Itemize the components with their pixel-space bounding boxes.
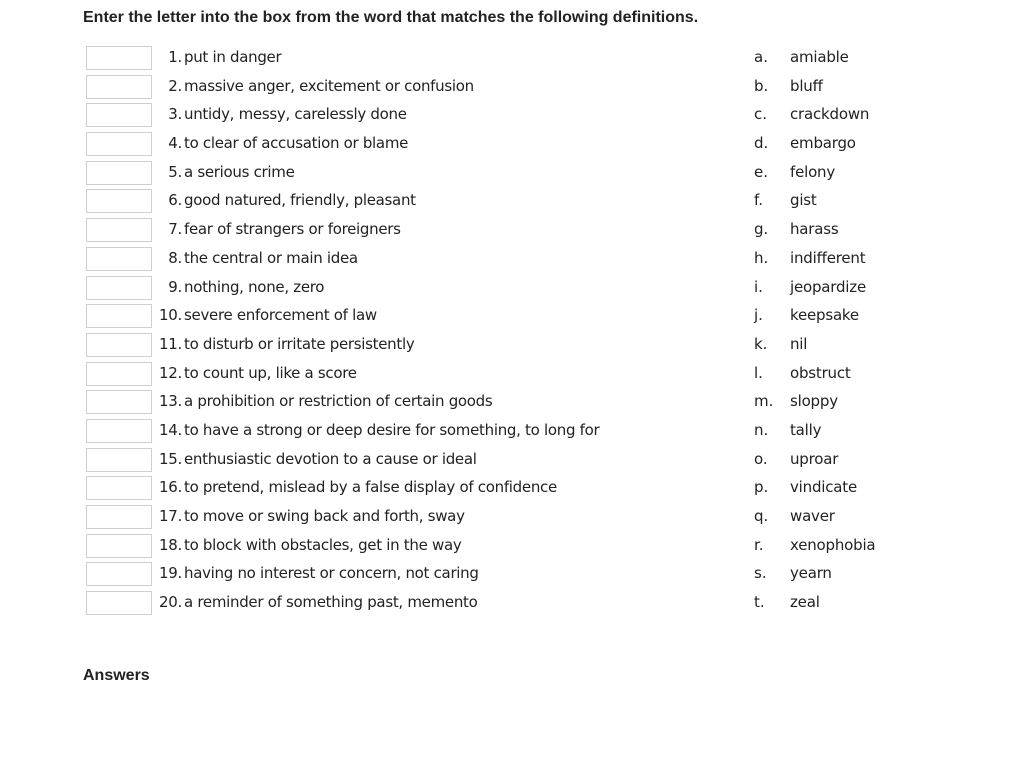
option-word: amiable: [790, 48, 849, 66]
question-number: 20.: [159, 593, 182, 612]
question-row: [0, 130, 1024, 159]
question-row: [0, 216, 1024, 245]
question-row: [0, 245, 1024, 274]
option-letter: q.: [754, 507, 769, 525]
option-word: harass: [790, 220, 839, 239]
definition-text: put in danger: [184, 48, 282, 66]
option-word: gist: [790, 191, 817, 210]
definition-text: nothing, none, zero: [184, 277, 325, 296]
answer-input-2[interactable]: [86, 75, 152, 99]
matching-list: [0, 44, 1024, 618]
definition-text: good natured, friendly, pleasant: [184, 191, 416, 210]
option-letter: e.: [754, 162, 768, 181]
answer-input-20[interactable]: [86, 591, 152, 615]
question-row: [0, 101, 1024, 130]
question-number: 9.: [168, 277, 182, 296]
question-row: [0, 503, 1024, 532]
option-word: nil: [790, 334, 808, 353]
question-row: [0, 159, 1024, 188]
question-number: 18.: [159, 535, 182, 554]
option-word: indifferent: [790, 248, 866, 267]
question-number: 5.: [168, 162, 182, 181]
option-word: bluff: [790, 76, 823, 95]
answers-link[interactable]: Answers: [83, 667, 150, 684]
answer-input-4[interactable]: [86, 132, 152, 156]
question-row: [0, 532, 1024, 561]
option-word: jeopardize: [790, 277, 866, 296]
option-letter: c.: [754, 105, 768, 124]
option-letter: l.: [754, 363, 763, 382]
option-letter: k.: [754, 334, 768, 353]
option-word: yearn: [790, 564, 832, 583]
answer-input-8[interactable]: [86, 247, 152, 271]
definition-text: to count up, like a score: [184, 363, 357, 382]
option-letter: h.: [754, 248, 769, 267]
question-number: 19.: [159, 564, 182, 583]
option-letter: s.: [754, 564, 767, 583]
question-number: 12.: [159, 363, 182, 382]
answer-input-18[interactable]: [86, 534, 152, 558]
option-letter: b.: [754, 76, 769, 95]
question-number: 8.: [168, 248, 182, 267]
answer-input-11[interactable]: [86, 333, 152, 357]
definition-text: fear of strangers or foreigners: [184, 220, 401, 239]
answer-input-16[interactable]: [86, 476, 152, 500]
question-number: 13.: [159, 392, 182, 411]
answer-input-6[interactable]: [86, 189, 152, 213]
page-title: Enter the letter into the box from the word that matches the following definitions.: [83, 9, 699, 26]
question-row: [0, 589, 1024, 618]
option-letter: t.: [754, 593, 765, 612]
option-letter: i.: [754, 277, 763, 296]
definition-text: to block with obstacles, get in the way: [184, 535, 462, 554]
definition-text: a prohibition or restriction of certain goods: [184, 392, 493, 411]
option-letter: f.: [754, 191, 763, 210]
answer-input-19[interactable]: [86, 562, 152, 586]
option-letter: a.: [754, 48, 768, 66]
question-row: [0, 187, 1024, 216]
question-number: 14.: [159, 420, 182, 439]
answer-input-13[interactable]: [86, 390, 152, 414]
answer-input-12[interactable]: [86, 362, 152, 386]
option-letter: j.: [754, 306, 763, 325]
definition-text: to pretend, mislead by a false display of confidence: [184, 478, 557, 497]
definition-text: to disturb or irritate persistently: [184, 334, 415, 353]
option-word: felony: [790, 162, 836, 181]
answer-input-7[interactable]: [86, 218, 152, 242]
question-number: 11.: [159, 334, 182, 353]
option-word: waver: [790, 507, 835, 525]
definition-text: enthusiastic devotion to a cause or ideal: [184, 449, 477, 468]
question-row: [0, 560, 1024, 589]
option-word: sloppy: [790, 392, 838, 411]
question-number: 15.: [159, 449, 182, 468]
question-number: 10.: [159, 306, 182, 325]
question-row: [0, 274, 1024, 303]
question-number: 6.: [168, 191, 182, 210]
definition-text: a serious crime: [184, 162, 295, 181]
question-number: 2.: [168, 76, 182, 95]
question-number: 17.: [159, 507, 182, 525]
answer-input-3[interactable]: [86, 103, 152, 127]
question-row: [0, 388, 1024, 417]
question-number: 16.: [159, 478, 182, 497]
option-letter: d.: [754, 134, 769, 153]
answer-input-1[interactable]: [86, 46, 152, 70]
definition-text: to clear of accusation or blame: [184, 134, 409, 153]
question-row: [0, 474, 1024, 503]
option-word: obstruct: [790, 363, 851, 382]
definition-text: to move or swing back and forth, sway: [184, 507, 465, 525]
question-row: [0, 302, 1024, 331]
option-letter: n.: [754, 420, 769, 439]
option-word: vindicate: [790, 478, 857, 497]
question-row: [0, 331, 1024, 360]
answer-input-14[interactable]: [86, 419, 152, 443]
question-number: 4.: [168, 134, 182, 153]
question-number: 7.: [168, 220, 182, 239]
option-letter: r.: [754, 535, 764, 554]
question-row: [0, 417, 1024, 446]
answer-input-5[interactable]: [86, 161, 152, 185]
definition-text: massive anger, excitement or confusion: [184, 76, 474, 95]
answer-input-10[interactable]: [86, 304, 152, 328]
option-word: tally: [790, 420, 822, 439]
definition-text: untidy, messy, carelessly done: [184, 105, 407, 124]
definition-text: the central or main idea: [184, 248, 358, 267]
question-row: [0, 446, 1024, 475]
definition-text: a reminder of something past, memento: [184, 593, 478, 612]
answer-input-17[interactable]: [86, 505, 152, 529]
option-letter: m.: [754, 392, 774, 411]
option-letter: o.: [754, 449, 768, 468]
option-letter: p.: [754, 478, 769, 497]
question-number: 3.: [168, 105, 182, 124]
option-word: keepsake: [790, 306, 859, 325]
option-word: embargo: [790, 134, 856, 153]
question-number: 1.: [168, 48, 182, 66]
option-word: uproar: [790, 449, 839, 468]
answer-input-15[interactable]: [86, 448, 152, 472]
definition-text: to have a strong or deep desire for something, to long for: [184, 420, 600, 439]
question-row: [0, 73, 1024, 102]
option-word: xenophobia: [790, 535, 876, 554]
definition-text: severe enforcement of law: [184, 306, 377, 325]
option-letter: g.: [754, 220, 769, 239]
option-word: zeal: [790, 593, 820, 612]
definition-text: having no interest or concern, not caring: [184, 564, 479, 583]
option-word: crackdown: [790, 105, 870, 124]
question-row: [0, 44, 1024, 73]
question-row: [0, 360, 1024, 389]
answer-input-9[interactable]: [86, 276, 152, 300]
